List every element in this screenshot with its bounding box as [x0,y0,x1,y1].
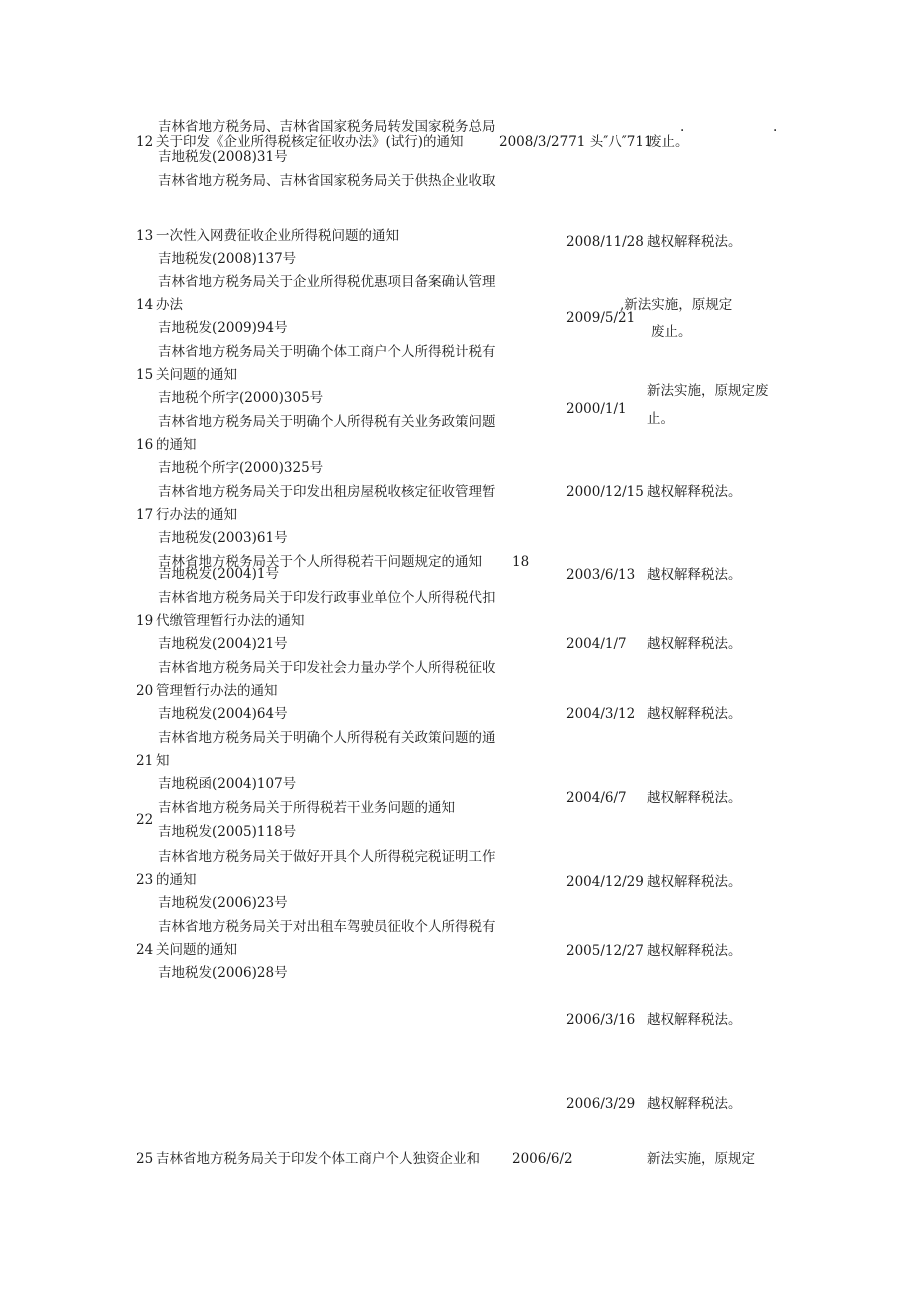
entry-12-title-line-2: 关于印发《企业所得税核定征收办法》(试行)的通知 [156,134,464,150]
entry-19-title-line-1: 吉林省地方税务局关于印发行政事业单位个人所得税代扣 [158,590,496,606]
entry-21-number: 21 [136,753,154,769]
entry-16-title-line-2: 的通知 [156,437,197,453]
entry-12-doc-number: 吉地税发(2008)31号 [158,149,288,165]
entry-24-note: 越权解释税法。 [647,1096,742,1112]
entry-19-date: 2004/3/12 [566,706,636,722]
entry-24-date: 2006/3/29 [566,1096,636,1112]
entry-25-number: 25 [136,1151,154,1167]
entry-21-title-line-1: 吉林省地方税务局关于明确个人所得税有关政策问题的通 [158,730,496,746]
entry-18-date: 2004/1/7 [566,636,627,652]
entry-14-date: 2009/5/21 [566,310,636,326]
entry-18-doc-number: 吉地税发(2004)1号 [158,566,279,582]
entry-17-doc-number: 吉地税发(2003)61号 [158,530,288,546]
entry-20-number: 20 [136,683,154,699]
entry-12-date: 2008/3/2771 头″八″711 [499,134,653,150]
dot-mark: . [680,119,685,135]
entry-19-number: 19 [136,613,154,629]
entry-24-title-line-1: 吉林省地方税务局关于对出租车驾驶员征收个人所得税有 [158,919,496,935]
entry-22-title-line-1: 吉林省地方税务局关于所得税若干业务问题的通知 [158,800,455,816]
entry-20-doc-number: 吉地税发(2004)64号 [158,706,288,722]
entry-22-doc-number: 吉地税发(2005)118号 [158,824,297,840]
entry-15-title-line-1: 吉林省地方税务局关于明确个体工商户个人所得税计税有 [158,344,496,360]
entry-24-title-line-2: 关问题的通知 [156,942,237,958]
entry-17-number: 17 [136,507,154,523]
entry-23-doc-number: 吉地税发(2006)23号 [158,895,288,911]
entry-21-note: 越权解释税法。 [647,874,742,890]
entry-19-title-line-2: 代缴管理暂行办法的通知 [156,613,305,629]
entry-16-title-line-1: 吉林省地方税务局关于明确个人所得税有关业务政策问题 [158,414,496,430]
entry-24-number: 24 [136,942,154,958]
entry-16-note: 越权解释税法。 [647,484,742,500]
entry-23-note: 越权解释税法。 [647,1012,742,1028]
entry-12-title-line-1: 吉林省地方税务局、吉林省国家税务局转发国家税务总局 [158,119,496,135]
entry-17-title-line-1: 吉林省地方税务局关于印发出租房屋税收核定征收管理暂 [158,484,496,500]
entry-19-note: 越权解释税法。 [647,706,742,722]
entry-22-number: 22 [136,812,154,828]
entry-16-number: 16 [136,437,154,453]
entry-20-date: 2004/6/7 [566,790,627,806]
entry-20-title-line-1: 吉林省地方税务局关于印发社会力量办学个人所得税征收 [158,660,496,676]
entry-17-date: 2003/6/13 [566,567,636,583]
entry-13-number: 13 [136,228,154,244]
entry-13-title-line-1: 吉林省地方税务局、吉林省国家税务局关于供热企业收取 [158,173,496,189]
entry-18-number: 18 [512,554,530,570]
entry-15-date: 2000/1/1 [566,401,627,417]
entry-25-title-line-1: 吉林省地方税务局关于印发个体工商户个人独资企业和 [156,1151,480,1167]
entry-18-note: 越权解释税法。 [647,636,742,652]
entry-14-note-line-2: 废止。 [651,324,692,340]
entry-24-doc-number: 吉地税发(2006)28号 [158,965,288,981]
entry-14-note-line-1: ,新法实施，原规定 [620,297,733,313]
entry-12-note: 废止。 [648,134,689,150]
entry-22-note: 越权解释税法。 [647,943,742,959]
entry-16-doc-number: 吉地税个所字(2000)325号 [158,460,324,476]
entry-16-date: 2000/12/15 [566,484,644,500]
entry-15-title-line-2: 关问题的通知 [156,367,237,383]
entry-14-title-line-1: 吉林省地方税务局关于企业所得税优惠项目备案确认管理 [158,274,496,290]
entry-23-date: 2006/3/16 [566,1012,636,1028]
entry-13-date: 2008/11/28 [566,234,644,250]
entry-17-title-line-2: 行办法的通知 [156,507,237,523]
entry-18-title-line-1: 吉林省地方税务局关于个人所得税若干问题规定的通知 [158,554,482,570]
entry-21-doc-number: 吉地税函(2004)107号 [158,776,297,792]
entry-23-title-line-2: 的通知 [156,872,197,888]
dot-mark: . [773,119,778,135]
entry-12-number: 12 [136,134,154,150]
entry-14-doc-number: 吉地税发(2009)94号 [158,320,288,336]
entry-15-doc-number: 吉地税个所字(2000)305号 [158,390,324,406]
entry-23-number: 23 [136,872,154,888]
entry-13-title-line-2: 一次性入网费征收企业所得税问题的通知 [156,228,399,244]
entry-21-date: 2004/12/29 [566,874,644,890]
entry-20-note: 越权解释税法。 [647,790,742,806]
entry-21-title-line-2: 知 [156,753,170,769]
entry-14-number: 14 [136,297,154,313]
entry-23-title-line-1: 吉林省地方税务局关于做好开具个人所得税完税证明工作 [158,849,496,865]
entry-13-note: 越权解释税法。 [647,234,742,250]
entry-17-note: 越权解释税法。 [647,567,742,583]
entry-14-title-line-2: 办法 [156,297,183,313]
entry-15-number: 15 [136,367,154,383]
entry-13-doc-number: 吉地税发(2008)137号 [158,251,297,267]
entry-22-date: 2005/12/27 [566,943,644,959]
entry-20-title-line-2: 管理暂行办法的通知 [156,683,278,699]
entry-19-doc-number: 吉地税发(2004)21号 [158,636,288,652]
entry-15-note-line-1: 新法实施，原规定废 [647,383,769,399]
entry-25-note: 新法实施，原规定 [647,1151,755,1167]
entry-25-date: 2006/6/2 [512,1151,573,1167]
entry-15-note-line-2: 止。 [647,411,674,427]
